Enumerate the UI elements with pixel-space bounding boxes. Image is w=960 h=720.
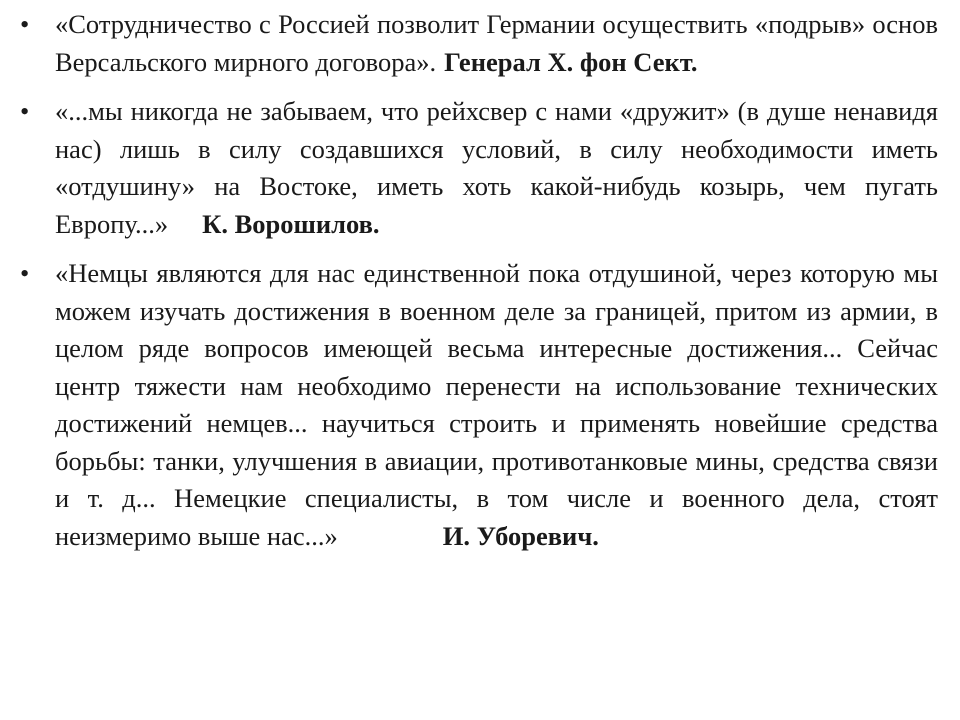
quote-text: «...мы никогда не забываем, что рейхсвер с нами «дружит» (в душе ненавидя нас) лишь в силу создавшихся условий, в силу необходимости иметь «отдушину» на Востоке, иметь хоть какой-нибудь козырь, чем пугать Европу...» bbox=[55, 96, 938, 239]
quote-item-voroshilov bbox=[20, 93, 938, 243]
quote-text: «Немцы являются для нас единственной пока отдушиной, через которую мы можем изучать достижения в военном деле за границей, притом из армии, в целом ряде вопросов имеющей весьма интересные достижения... Сейчас центр тяжести нам необходимо перенести на использование технических достижений немцев... научиться строить и применять новейшие средства борьбы: танки, улучшения в авиации, противотанковые мины, средства связи и т. д... Немецкие специалисты, в том числе и военного дела, стоят неизмеримо выше нас...» bbox=[55, 258, 938, 551]
quote-item-uborevich bbox=[20, 255, 938, 555]
quote-text: «Сотрудничество с Россией позволит Германии осуществить «подрыв» основ Версальского мирного договора». bbox=[55, 9, 938, 77]
quote-author: Генерал Х. фон Сект. bbox=[444, 46, 698, 77]
quote-item-seeckt bbox=[20, 6, 938, 81]
quote-list bbox=[20, 6, 938, 555]
bullet-icon: • bbox=[20, 9, 30, 39]
bullet-icon: • bbox=[20, 258, 30, 288]
bullet-icon: • bbox=[20, 96, 30, 126]
quote-author: И. Уборевич. bbox=[442, 520, 599, 551]
quote-author: К. Ворошилов. bbox=[202, 208, 380, 239]
